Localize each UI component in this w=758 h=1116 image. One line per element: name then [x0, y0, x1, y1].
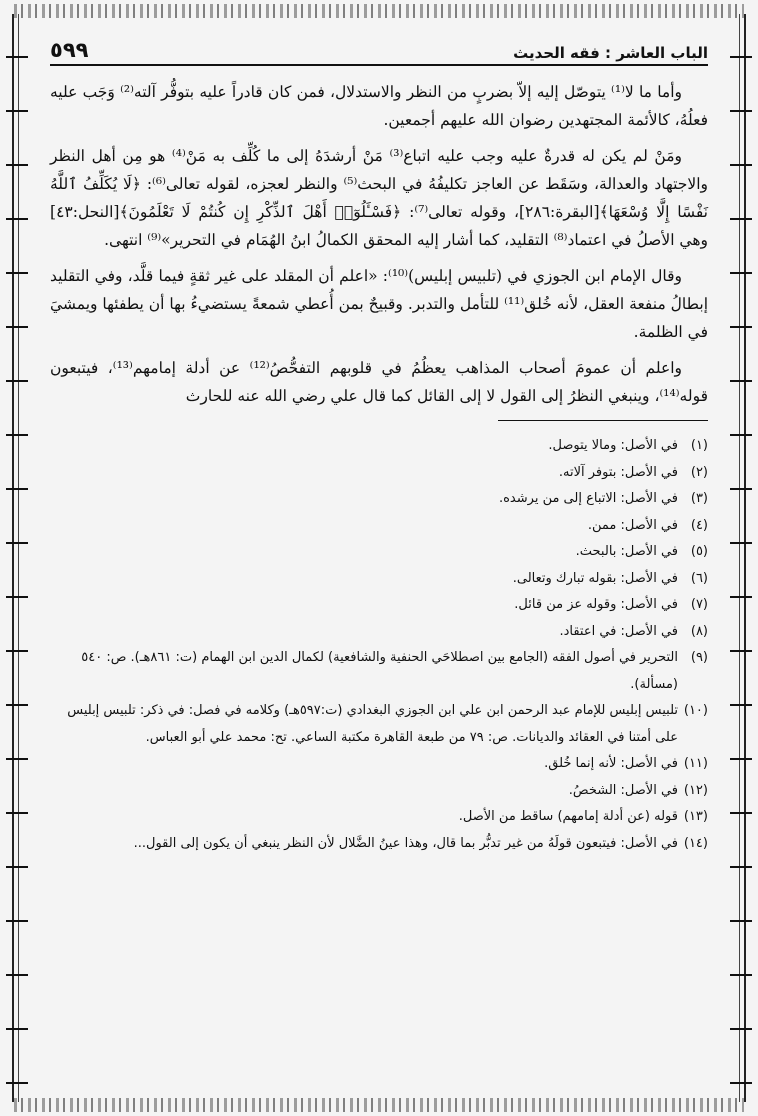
footnote — [50, 460, 708, 487]
footnote-text: في الأصل: بقوله تبارك وتعالى. — [512, 570, 678, 586]
footnote-number: (١١) — [683, 756, 708, 771]
footnote-text: في الأصل: بتوفر آلاته. — [558, 464, 678, 480]
footnote — [50, 698, 708, 751]
footnote — [50, 433, 708, 460]
footnote-text: في الأصل: الشخصُ. — [568, 782, 678, 798]
footnote — [50, 645, 708, 698]
footnote — [50, 831, 708, 858]
footnote-number: (١٢) — [683, 782, 708, 798]
footnote-separator — [498, 420, 708, 421]
footnote — [50, 751, 708, 778]
footnote — [50, 513, 708, 540]
footnote — [50, 566, 708, 593]
footnote — [50, 804, 708, 831]
footnote-number: (١) — [690, 438, 708, 453]
page-border-bottom — [14, 1098, 744, 1112]
footnote — [50, 619, 708, 646]
page-border-right — [730, 14, 752, 1102]
footnote-number: (٩) — [690, 650, 708, 665]
page-content — [50, 34, 708, 1086]
main-text — [50, 78, 708, 410]
page-border-left — [6, 14, 28, 1102]
page-border-top — [14, 4, 744, 18]
footnote — [50, 486, 708, 513]
footnote-number: (٣) — [690, 491, 708, 506]
paragraph: وأما ما لا⁽¹⁾ يتوصّل إليه إلاّ بضربٍ من النظر والاستدلال، فمن كان قادراً عليه بتوفُّر آلته⁽²⁾ وَجَب عليه فعلُهُ، كالأئمة المجتهدين رضوان الله عليهم أجمعين. — [50, 83, 708, 129]
paragraph: ومَنْ لم يكن له قدرةٌ عليه وجب عليه اتباع⁽³⁾ مَنْ أرشدَهُ إلى ما كُلِّف به مَنْ⁽⁴⁾ هو مِن أهل النظر والاجتهاد والعدالة، وسَقَط عن العاجز تكليفُهُ في البحث⁽⁵⁾ والنظر لعجزه، لقوله تعالى⁽⁶⁾: ﴿لَا يُكَلِّفُ ٱللَّهُ نَفْسًا إِلَّا وُسْعَهَا﴾[البقرة:٢٨٦]، وقوله تعالى⁽⁷⁾: ﴿فَسْـَٔلُوٓا۟ أَهْلَ ٱلذِّكْرِ إِن كُنتُمْ لَا تَعْلَمُونَ﴾[النحل:٤٣] وهي الأصلُ في اعتماد⁽⁸⁾ التقليد، كما أشار إليه المحقق الكمالُ ابنُ الهُمَام في التحرير»⁽⁹⁾ انتهى. — [50, 147, 709, 249]
footnote-text: قوله (عن أدلة إمامهم) ساقط من الأصل. — [458, 809, 678, 824]
footnote-text: في الأصل: لأنه إنما خُلق. — [544, 756, 678, 771]
footnote-number: (٥) — [690, 544, 708, 559]
footnote — [50, 778, 708, 805]
footnote-text: في الأصل: ومالا يتوصل. — [548, 438, 678, 453]
page-header — [50, 34, 708, 66]
footnote-number: (١٤) — [683, 835, 708, 851]
page-number: ٥٩٩ — [50, 38, 89, 62]
footnote-text: في الأصل: فيتبعون قولَهُ من غير تدبُّر بما قال، وهذا عينُ الضَّلال لأن النظر ينبغي أن يكون إلى القول... — [133, 835, 678, 851]
footnote — [50, 539, 708, 566]
footnote-number: (٨) — [690, 623, 708, 639]
paragraph: واعلم أن عمومَ أصحاب المذاهب يعظُمُ في قلوبهم التفحُّصُ⁽¹²⁾ عن أدلة إمامهم⁽¹³⁾، فيتبعون قوله⁽¹⁴⁾، وينبغي النظرُ إلى القول لا إلى القائل كما قال علي رضي الله عنه للحارث — [50, 359, 708, 405]
footnote-number: (٧) — [690, 597, 708, 612]
footnotes — [50, 433, 708, 857]
running-head: الباب العاشر : فقه الحديث — [513, 44, 708, 62]
footnote-text: تلبيس إبليس للإمام عبد الرحمن ابن علي ابن الجوزي البغدادي (ت:٥٩٧هـ) وكلامه في فصل: في ذكر: تلبيس إبليس على أمتنا في العقائد والديانات. ص: ٧٩ من طبعة القاهرة مكتبة الساعي. تح: محمد علي أبو العباس. — [67, 703, 678, 745]
footnote-number: (٦) — [690, 570, 708, 586]
footnote-text: في الأصل: الاتباع إلى من يرشده. — [498, 491, 678, 506]
footnote-number: (٢) — [690, 464, 708, 480]
footnote-text: في الأصل: في اعتقاد. — [559, 623, 678, 639]
footnote-number: (٤) — [690, 517, 708, 533]
paragraph: وقال الإمام ابن الجوزي في (تلبيس إبليس)⁽¹⁰⁾: «اعلم أن المقلد على غير ثقةٍ فيما قلَّد، وفي التقليد إبطالُ منفعة العقل، لأنه خُلق⁽¹¹⁾ للتأمل والتدبر. وقبيحٌ بمن أُعطي شمعةً يستضيءُ بها أن يطفئها ويمشيَ في الظلمة. — [49, 267, 708, 341]
footnote-text: في الأصل: بالبحث. — [575, 544, 678, 559]
footnote-number: (١٠) — [683, 703, 708, 718]
footnote — [50, 592, 708, 619]
footnote-number: (١٣) — [683, 809, 708, 824]
footnote-text: التحرير في أصول الفقه (الجامع بين اصطلاحَي الحنفية والشافعية) لكمال الدين ابن الهمام (ت: ٨٦١هـ). ص: ٥٤٠ (مسألة). — [81, 650, 678, 692]
footnote-text: في الأصل: وقوله عز من قائل. — [514, 597, 678, 612]
footnote-text: في الأصل: ممن. — [587, 517, 678, 533]
